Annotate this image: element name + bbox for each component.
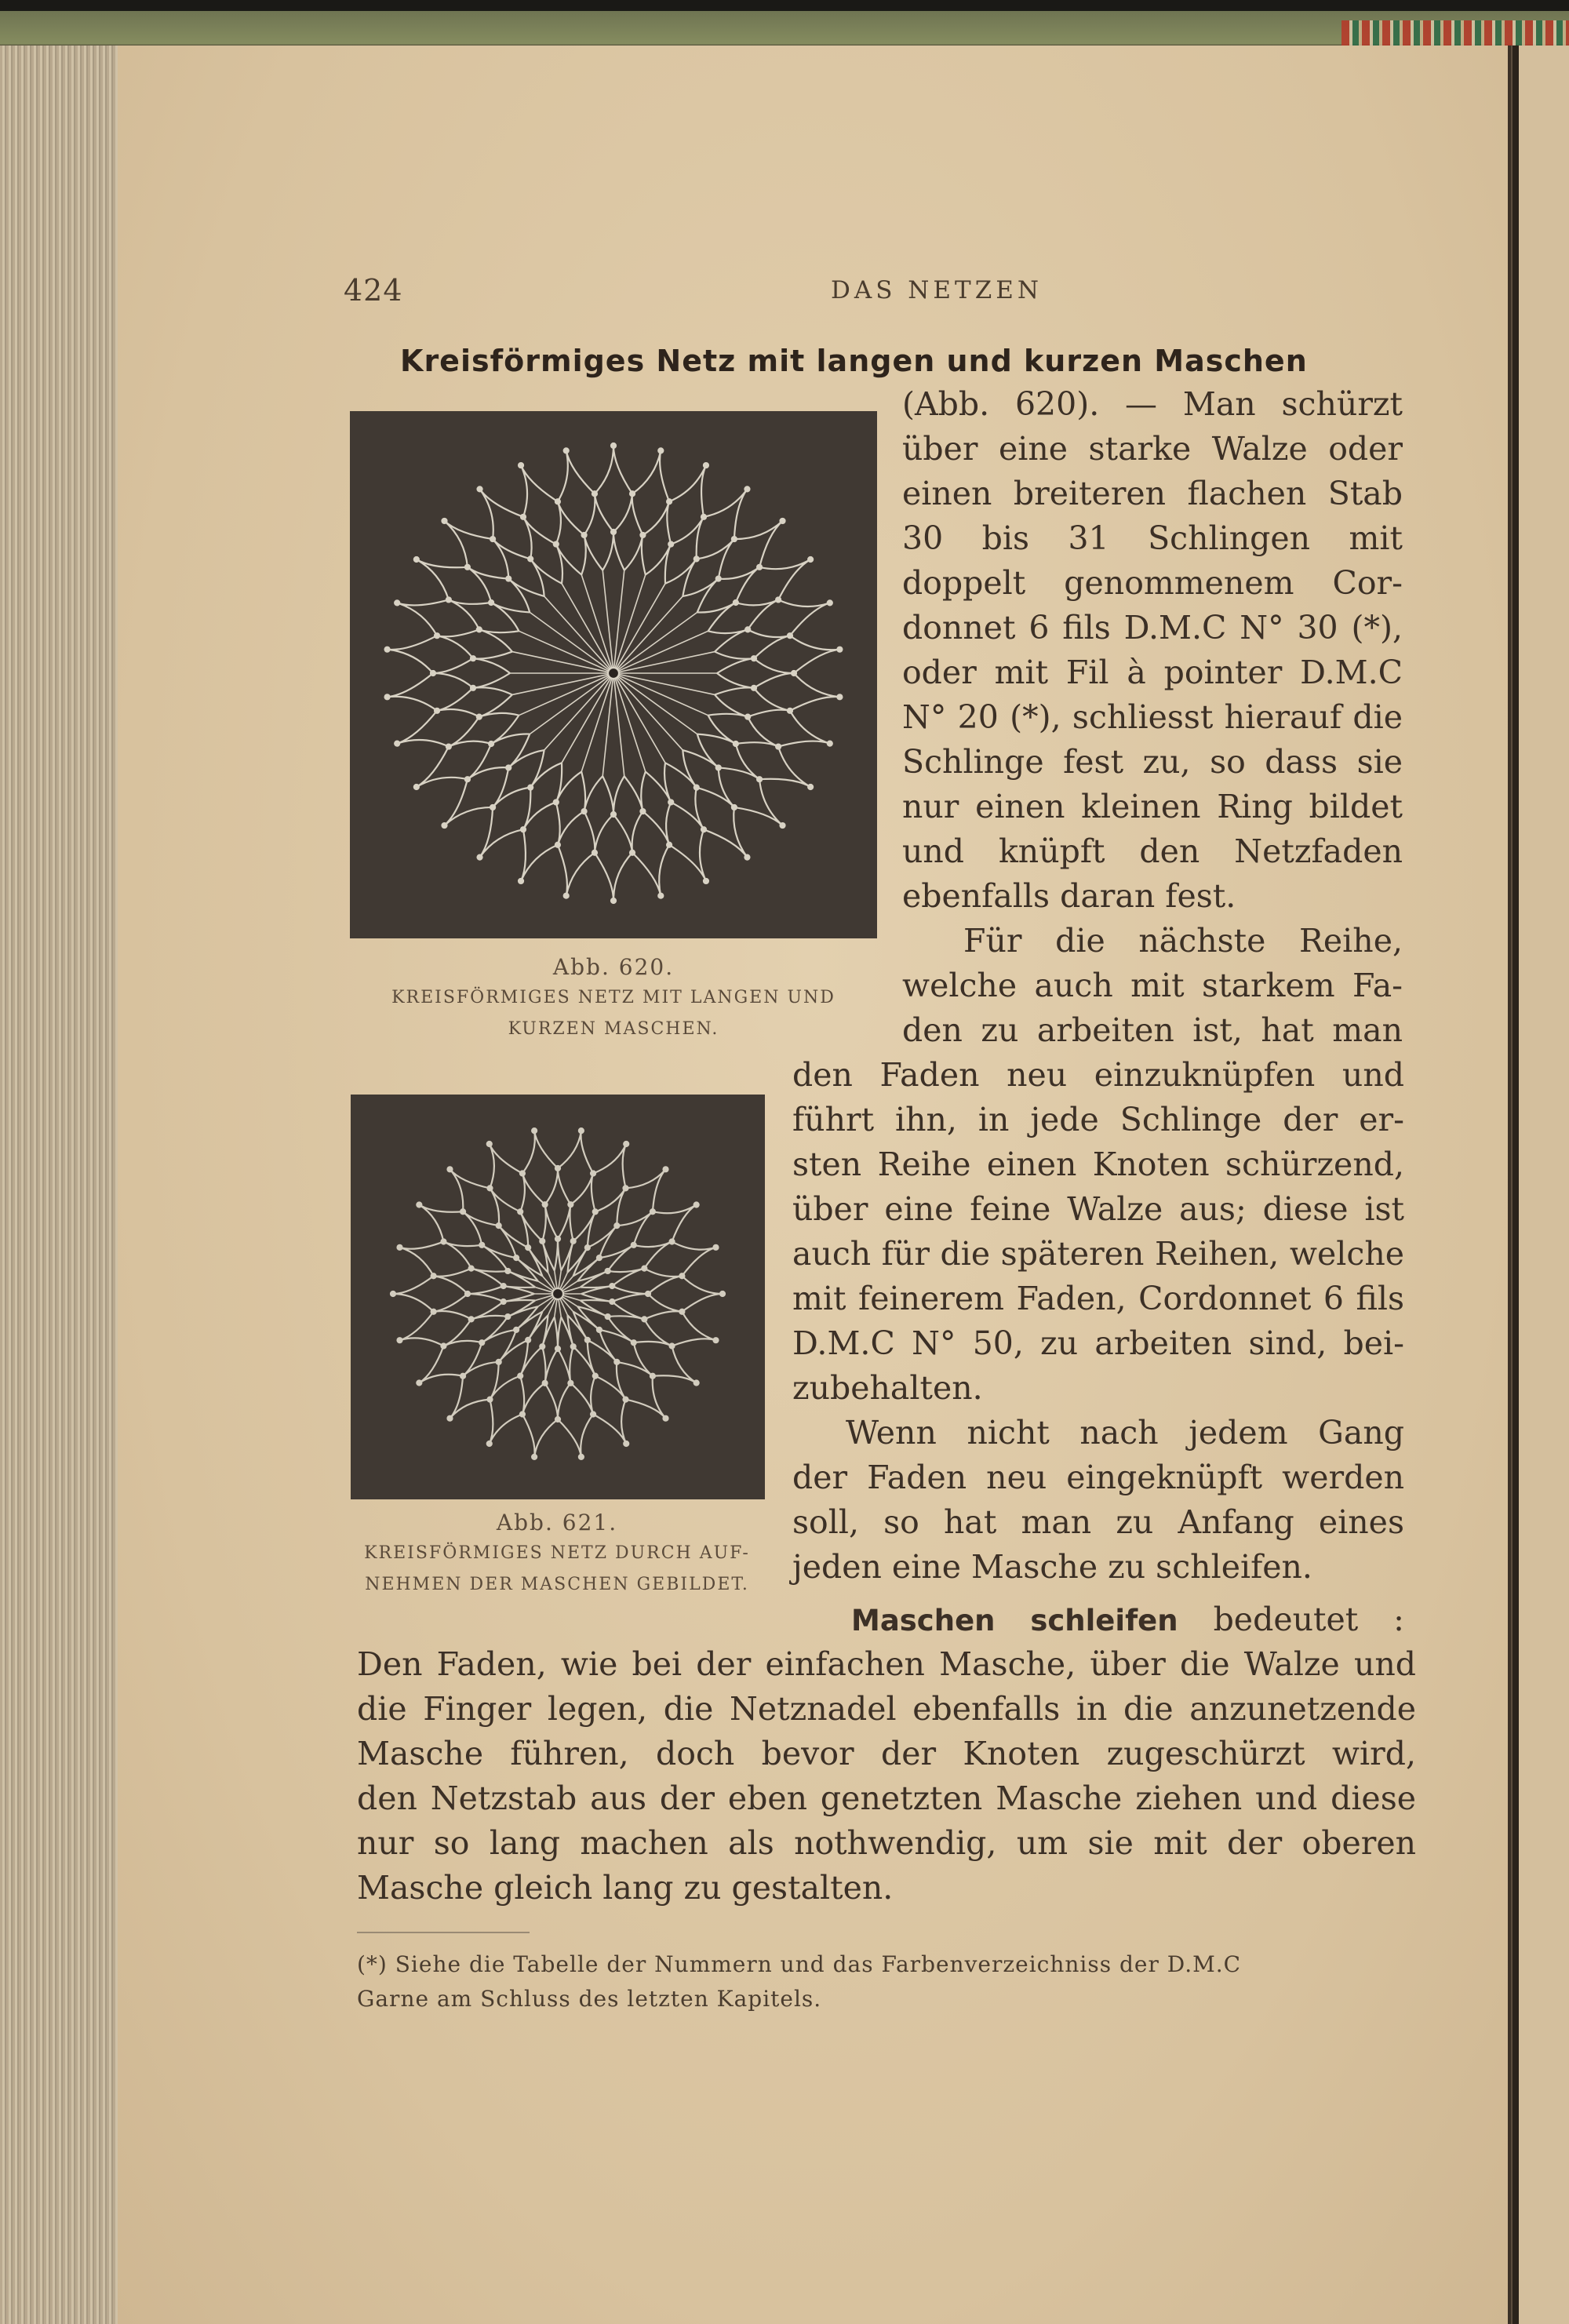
body-line: sten Reihe einen Knoten schürzend, — [792, 1146, 1404, 1183]
body-line: mit feinerem Faden, Cordonnet 6 fils — [792, 1280, 1404, 1317]
page-stack-right — [1508, 46, 1569, 2324]
body-line: Den Faden, wie bei der einfachen Masche, über die Walze und — [357, 1645, 1416, 1683]
body-line: führt ihn, in jede Schlinge der er- — [792, 1101, 1404, 1138]
bookmark-ribbon — [1341, 20, 1569, 47]
circular-net-long-short-meshes — [350, 411, 877, 938]
page-stack-left — [0, 46, 129, 2324]
body-line: über eine feine Walze aus; diese ist — [792, 1190, 1404, 1228]
running-head-title: DAS NETZEN — [830, 276, 1043, 304]
body-line: nur einen kleinen Ring bildet — [902, 788, 1403, 825]
body-line: N° 20 (*), schliesst hierauf die — [902, 698, 1403, 736]
footnote-line-1: (*) Siehe die Tabelle der Nummern und das Farbenverzeichniss der D.M.C — [357, 1951, 1242, 1977]
footnote-rule — [357, 1932, 530, 1933]
body-line: und knüpft den Netzfaden — [902, 832, 1403, 870]
running-header — [344, 273, 1483, 312]
body-line: 30 bis 31 Schlingen mit — [902, 519, 1403, 557]
figure-620-title-1: KREISFÖRMIGES NETZ MIT LANGEN UND — [391, 988, 835, 1007]
figure-620-title-2: KURZEN MASCHEN. — [508, 1019, 719, 1039]
figure-620-caption — [350, 954, 877, 1043]
body-line: nur so lang machen als nothwendig, um sie mit der oberen — [357, 1824, 1416, 1862]
body-line: donnet 6 fils D.M.C N° 30 (*), — [902, 609, 1403, 647]
body-line: den zu arbeiten ist, hat man — [902, 1011, 1403, 1049]
section-heading: Kreisförmiges Netz mit langen und kurzen Maschen — [400, 344, 1308, 378]
page-number: 424 — [344, 273, 403, 308]
body-line: Für die nächste Reihe, — [963, 922, 1403, 960]
figure-621-number: Abb. 621. — [496, 1510, 618, 1535]
body-line: ebenfalls daran fest. — [902, 877, 1236, 915]
body-line: zubehalten. — [792, 1369, 983, 1407]
body-line: soll, so hat man zu Anfang eines — [792, 1503, 1404, 1541]
body-line: (Abb. 620). — Man schürzt — [902, 385, 1403, 423]
circular-net-increasing-meshes — [351, 1095, 765, 1499]
body-line: Masche führen, doch bevor der Knoten zugeschürzt wird, — [357, 1735, 1416, 1772]
figure-621-title-2: NEHMEN DER MASCHEN GEBILDET. — [365, 1575, 749, 1594]
body-line: die Finger legen, die Netznadel ebenfalls in die anzunetzende — [357, 1690, 1416, 1728]
run-in-bold-term: Maschen schleifen — [851, 1604, 1178, 1637]
figure-621-image — [351, 1095, 765, 1499]
body-line: D.M.C N° 50, zu arbeiten sind, bei- — [792, 1324, 1404, 1362]
body-line: Schlinge fest zu, so dass sie — [902, 743, 1403, 781]
body-line: der Faden neu eingeknüpft werden — [792, 1459, 1404, 1496]
run-in-paragraph — [851, 1597, 1404, 1643]
body-line: oder mit Fil à pointer D.M.C — [902, 654, 1403, 691]
body-line: einen breiteren flachen Stab — [902, 475, 1403, 512]
body-line: den Netzstab aus der eben genetzten Masche ziehen und diese — [357, 1779, 1416, 1817]
book-top-edge — [0, 0, 1569, 46]
body-line: auch für die späteren Reihen, welche — [792, 1235, 1404, 1273]
body-line: über eine starke Walze oder — [902, 430, 1403, 468]
figure-621-title-1: KREISFÖRMIGES NETZ DURCH AUF- — [364, 1543, 750, 1563]
footnote-line-2: Garne am Schluss des letzten Kapitels. — [357, 1986, 822, 2012]
body-line: doppelt genommenem Cor- — [902, 564, 1403, 602]
body-line: den Faden neu einzuknüpfen und — [792, 1056, 1404, 1094]
body-line: welche auch mit starkem Fa- — [902, 967, 1403, 1004]
body-line: Wenn nicht nach jedem Gang — [846, 1414, 1404, 1452]
figure-621-caption — [329, 1510, 784, 1598]
body-line: jeden eine Masche zu schleifen. — [792, 1548, 1312, 1586]
body-line: Masche gleich lang zu gestalten. — [357, 1869, 894, 1907]
figure-620-number: Abb. 620. — [552, 954, 675, 980]
figure-620-image — [350, 411, 877, 938]
run-in-text: bedeutet : — [1213, 1601, 1404, 1638]
